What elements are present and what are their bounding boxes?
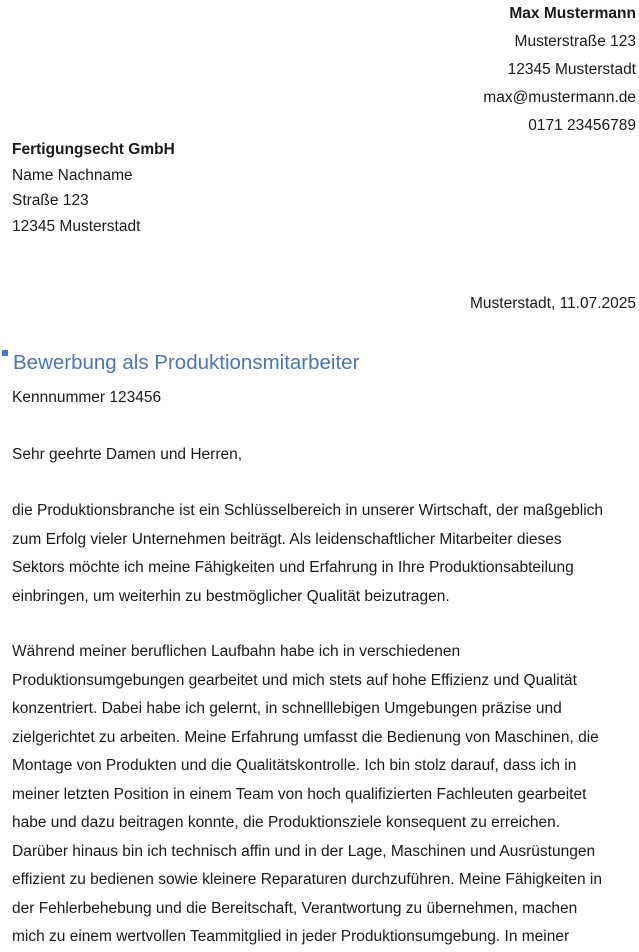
paragraph-line: effizient zu bedienen sowie kleinere Reparaturen durchzuführen. Meine Fähigkeiten in (12, 871, 602, 888)
body-paragraph-2 (12, 638, 638, 952)
recipient-address-block (12, 137, 175, 239)
paragraph-line: der Fehlerbehebung und die Bereitschaft, Verantwortung zu übernehmen, machen (12, 899, 578, 917)
sender-city: 12345 Musterstadt (507, 61, 636, 78)
paragraph-line: Montage von Produkten und die Qualitätskontrolle. Ich bin stolz darauf, dass ich in (12, 757, 577, 774)
subject-heading: Bewerbung als Produktionsmitarbeiter (13, 351, 360, 374)
sender-email: max@mustermann.de (483, 89, 636, 106)
paragraph-line: Produktionsumgebungen gearbeitet und mich stets auf hohe Effizienz und Qualität (12, 671, 577, 689)
paragraph-line: Während meiner beruflichen Laufbahn habe ich in verschiedenen (12, 643, 461, 660)
recipient-street: Straße 123 (12, 192, 89, 209)
paragraph-line: Darüber hinaus bin ich technisch affin und in der Lage, Maschinen und Ausrüstungen (12, 842, 596, 860)
body-paragraph-1 (12, 497, 638, 611)
sender-phone: 0171 23456789 (528, 117, 636, 134)
reference-number: Kennnummer 123456 (12, 389, 162, 406)
paragraph-line: die Produktionsbranche ist ein Schlüsselbereich in unserer Wirtschaft, der maßgeblich (12, 502, 604, 519)
paragraph-line: konzentriert. Dabei habe ich gelernt, in schnelllebigen Umgebungen präzise und (12, 700, 562, 717)
heading-marker (2, 350, 8, 356)
paragraph-line: Sektors möchte ich meine Fähigkeiten und Erfahrung in Ihre Produktionsabteilung (12, 559, 574, 576)
paragraph-line: einbringen, um weiterhin zu bestmöglicher Qualität beizutragen. (12, 587, 450, 605)
paragraph-line: mich zu einem wertvollen Teammitglied in jeder Produktionsumgebung. In meiner (12, 928, 570, 945)
recipient-company: Fertigungsecht GmbH (12, 141, 175, 158)
paragraph-line: zum Erfolg vieler Unternehmen beiträgt. Als leidenschaftlicher Mitarbeiter dieses (12, 530, 562, 548)
sender-address-block (483, 0, 636, 140)
recipient-city: 12345 Musterstadt (12, 217, 141, 235)
sender-street: Musterstraße 123 (514, 33, 636, 50)
sender-name: Max Mustermann (509, 5, 636, 22)
paragraph-line: meiner letzten Position in einem Team von hoch qualifizierten Fachleuten gearbeitet (12, 785, 587, 803)
paragraph-line: zielgerichtet zu arbeiten. Meine Erfahrung umfasst die Bedienung von Maschinen, die (12, 728, 599, 746)
recipient-contact: Name Nachname (12, 166, 133, 184)
salutation: Sehr geehrte Damen und Herren, (12, 446, 243, 463)
place-date-line: Musterstadt, 11.07.2025 (469, 295, 636, 312)
paragraph-line: habe und dazu beitragen konnte, die Produktionsziele konsequent zu erreichen. (12, 814, 561, 831)
